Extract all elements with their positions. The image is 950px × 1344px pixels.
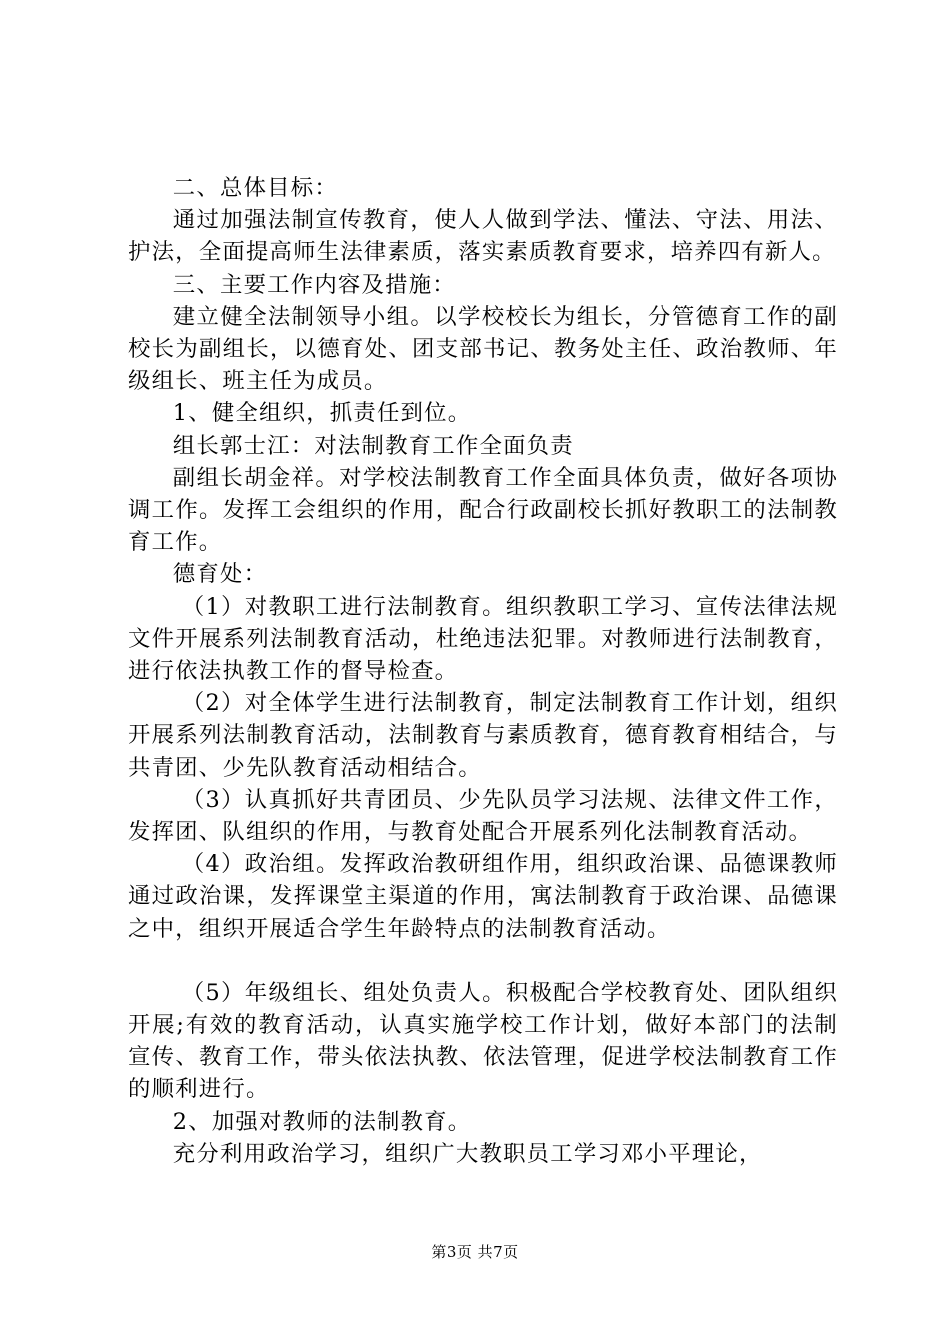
section-heading-overall-goal: 二、总体目标： [172,175,338,201]
paragraph-group-leader: 组长郭士江：对法制教育工作全面负责 [172,432,574,459]
document-body [128,172,838,1170]
paragraph-goal-description: 通过加强法制宣传教育，使人人做到学法、懂法、守法、用法、护法，全面提高师生法律素质，落实素质教育要求，培养四有新人。 [128,207,838,266]
subheading-moral-office: 德育处： [172,561,268,588]
paragraph-gap [128,945,838,977]
paragraph-deputy-leader: 副组长胡金祥。对学校法制教育工作全面具体负责，做好各项协调工作。发挥工会组织的作用，配合行政副校长抓好教职工的法制教育工作。 [128,464,838,556]
page-footer: 第3页 共7页 [431,1243,519,1261]
subheading-organization: 1、健全组织，抓责任到位。 [172,400,472,427]
list-item-3: （3）认真抓好共青团员、少先队员学习法规、法律文件工作，发挥团、队组织的作用，与教育处配合开展系列化法制教育活动。 [128,786,838,846]
list-item-4: （4）政治组。发挥政治教研组作用，组织政治课、品德课教师通过政治课，发挥课堂主渠道的作用，寓法制教育于政治课、品德课之中，组织开展适合学生年龄特点的法制教育活动。 [128,851,838,942]
subheading-teacher-education: 2、加强对教师的法制教育。 [172,1108,472,1135]
list-item-5: （5）年级组长、组处负责人。积极配合学校教育处、团队组织开展;有效的教育活动，认真实施学校工作计划，做好本部门的法制宣传、教育工作，带头依法执教、依法管理，促进学校法制教育工作的顺利进行。 [128,979,838,1103]
section-heading-main-work: 三、主要工作内容及措施： [172,271,456,298]
list-item-1: （1）对教职工进行法制教育。组织教职工学习、宣传法律法规文件开展系列法制教育活动，杜绝违法犯罪。对教师进行法制教育，进行依法执教工作的督导检查。 [128,593,838,685]
list-item-2: （2）对全体学生进行法制教育，制定法制教育工作计划，组织开展系列法制教育活动，法制教育与素质教育，德育教育相结合，与共青团、少先队教育活动相结合。 [128,690,838,781]
paragraph-leadership-group: 建立健全法制领导小组。以学校校长为组长，分管德育工作的副校长为副组长，以德育处、团支部书记、教务处主任、政治教师、年级组长、班主任为成员。 [128,303,838,395]
paragraph-political-study: 充分利用政治学习，组织广大教职员工学习邓小平理论， [172,1140,763,1167]
